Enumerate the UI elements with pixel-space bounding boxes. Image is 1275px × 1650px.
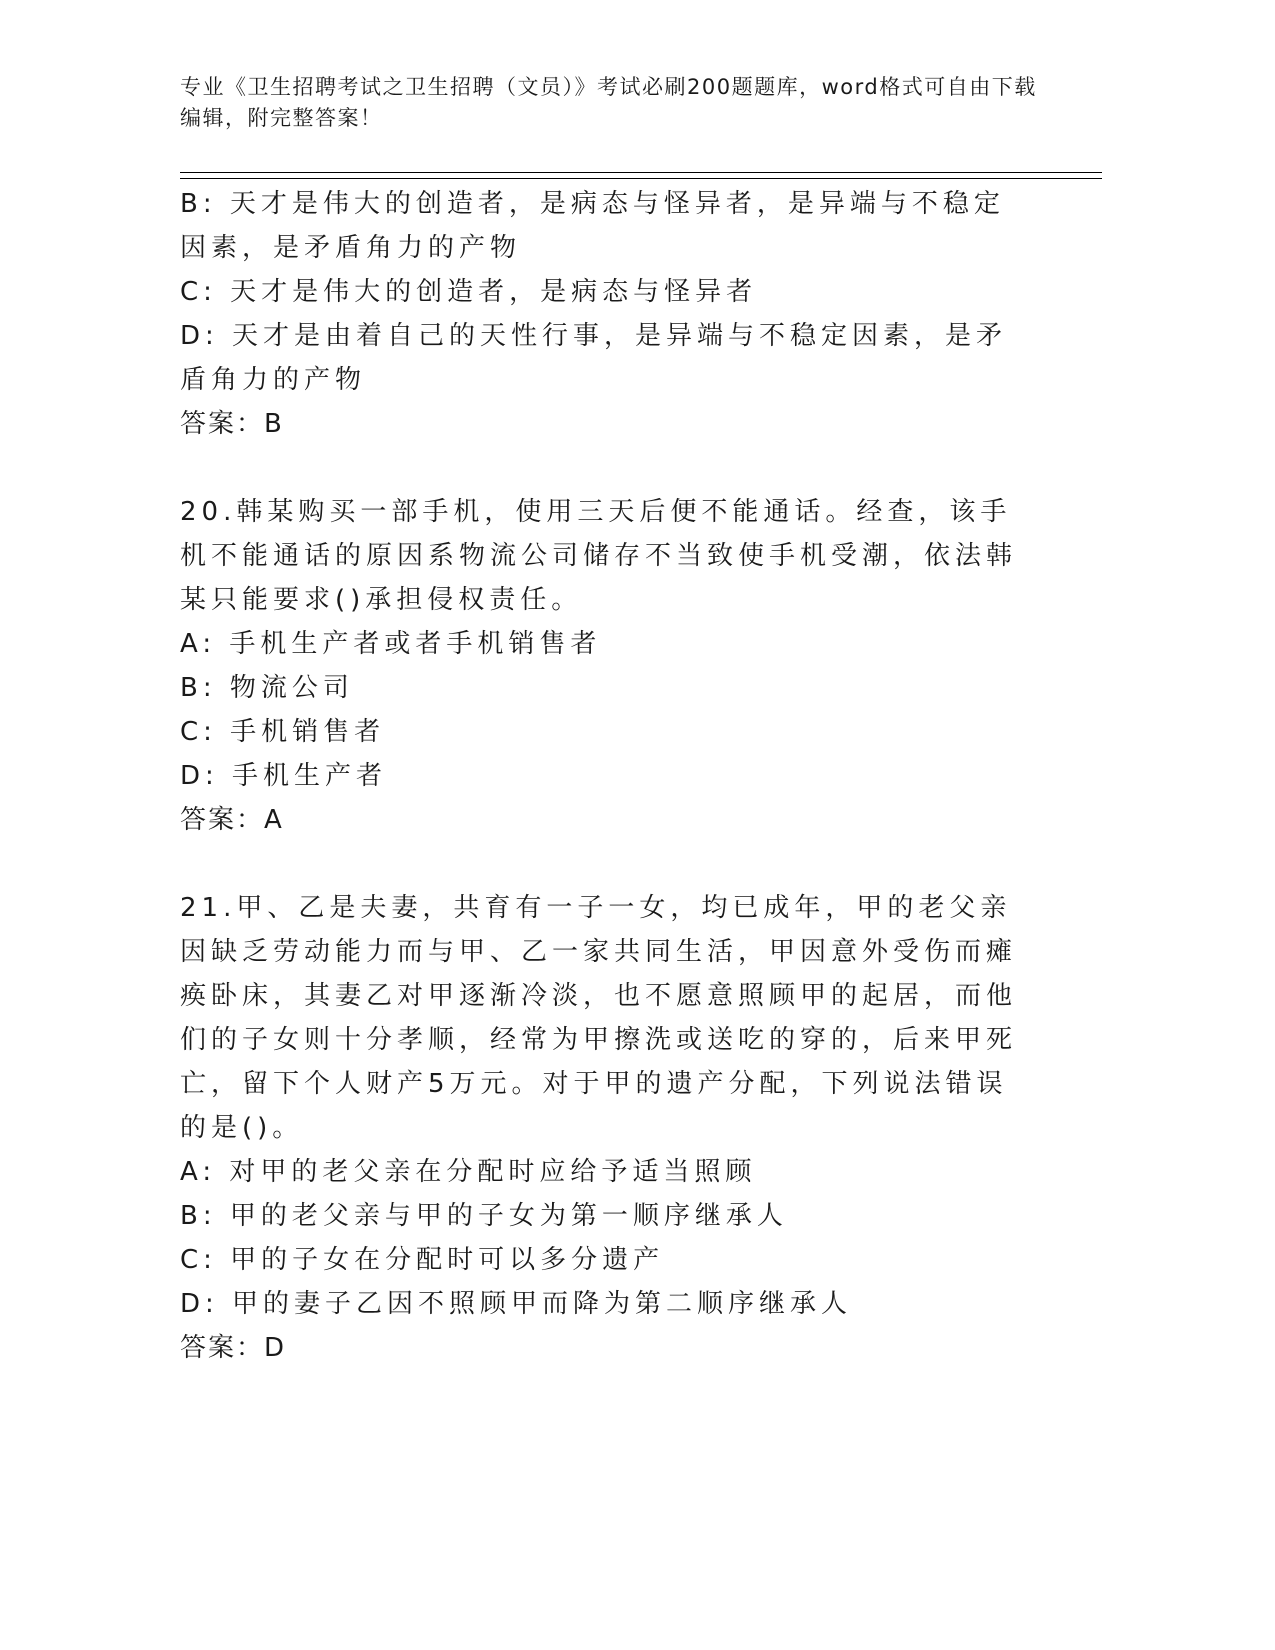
q19-option-d: D: 天才是由着自己的天性行事，是异端与不稳定因素，是矛盾角力的产物: [180, 321, 1008, 395]
q21-option-c: C: 甲的子女在分配时可以多分遗产: [180, 1245, 665, 1275]
q21-option-d: D: 甲的妻子乙因不照顾甲而降为第二顺序继承人: [180, 1289, 853, 1319]
q20-option-d: D: 手机生产者: [180, 761, 388, 791]
q19-answer: 答案：B: [180, 409, 284, 439]
question-21-block: [180, 886, 1030, 1370]
q21-answer: 答案：D: [180, 1333, 287, 1363]
q21-option-a: A: 对甲的老父亲在分配时应给予适当照顾: [180, 1157, 757, 1187]
document-header: 专业《卫生招聘考试之卫生招聘（文员）》考试必刷200题题库，word格式可自由下载编辑，附完整答案！: [180, 75, 1037, 130]
q20-stem: 20.韩某购买一部手机，使用三天后便不能通话。经查，该手机不能通话的原因系物流公司储存不当致使手机受潮，依法韩某只能要求()承担侵权责任。: [180, 497, 1018, 615]
header-rule-bottom: [180, 178, 1102, 179]
q20-option-b: B: 物流公司: [180, 673, 354, 703]
q21-stem: 21.甲、乙是夫妻，共育有一子一女，均已成年，甲的老父亲因缺乏劳动能力而与甲、乙一家共同生活，甲因意外受伤而瘫痪卧床，其妻乙对甲逐渐冷淡，也不愿意照顾甲的起居，而他们的子女则十分孝顺，经常为甲擦洗或送吃的穿的，后来甲死亡，留下个人财产5万元。对于甲的遗产分配，下列说法错误的是()。: [180, 893, 1018, 1143]
q20-option-a: A: 手机生产者或者手机销售者: [180, 629, 602, 659]
question-20-block: [180, 490, 1030, 842]
header-rule-top: [180, 172, 1102, 173]
q21-option-b: B: 甲的老父亲与甲的子女为第一顺序继承人: [180, 1201, 788, 1231]
q19-option-c: C: 天才是伟大的创造者，是病态与怪异者: [180, 277, 758, 307]
q20-option-c: C: 手机销售者: [180, 717, 386, 747]
question-19-block: [180, 182, 1030, 446]
q20-answer: 答案：A: [180, 805, 284, 835]
q19-option-b: B: 天才是伟大的创造者，是病态与怪异者，是异端与不稳定因素，是矛盾角力的产物: [180, 189, 1005, 263]
page-content: [180, 182, 1030, 1370]
